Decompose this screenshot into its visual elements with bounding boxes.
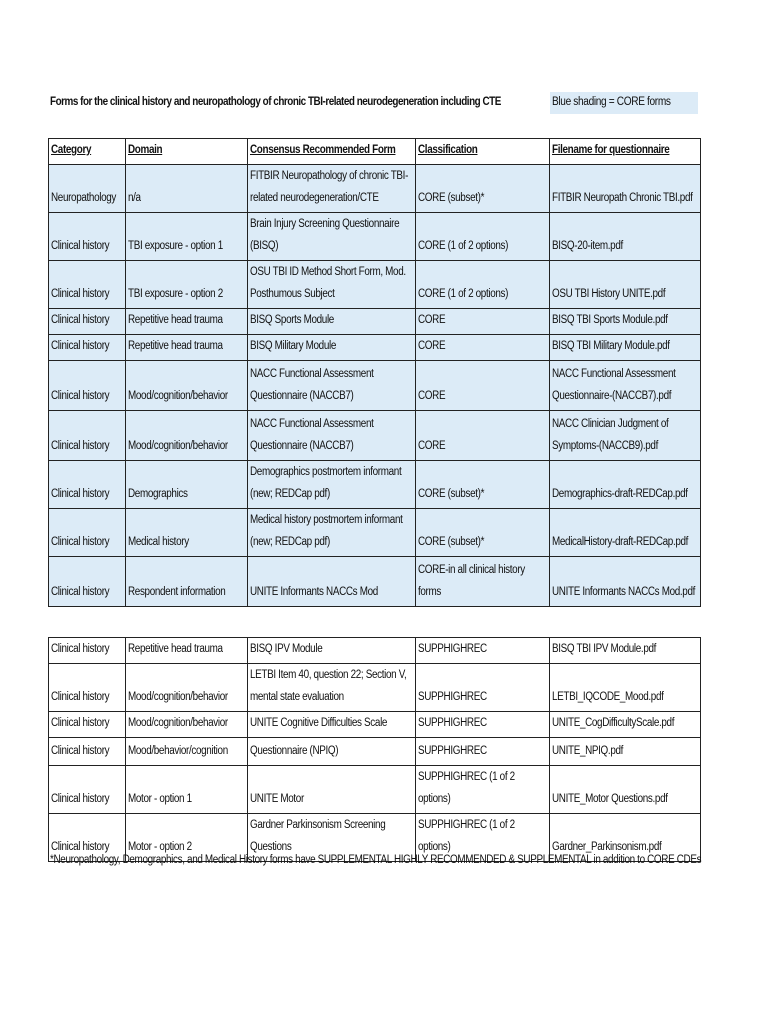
- filename-text: BISQ TBI Sports Module.pdf: [552, 314, 668, 326]
- domain-cell: [126, 309, 248, 335]
- classification-text: CORE (1 of 2 options): [418, 288, 509, 300]
- classification-cell: [416, 165, 550, 213]
- category-text: Clinical history: [51, 586, 110, 598]
- filename-text: UNITE_Motor Questions.pdf: [552, 793, 668, 805]
- form-cell: [248, 712, 416, 738]
- domain-text: Repetitive head trauma: [128, 340, 223, 352]
- domain-text: Mood/behavior/cognition: [128, 745, 228, 757]
- classification-cell: [416, 738, 550, 766]
- domain-cell: [126, 165, 248, 213]
- filename-text: UNITE_NPIQ.pdf: [552, 745, 624, 757]
- form-cell: [248, 411, 416, 461]
- domain-text: Demographics: [128, 488, 188, 500]
- classification-cell: [416, 361, 550, 411]
- filename-cell: [550, 664, 701, 712]
- category-text: Clinical history: [51, 314, 110, 326]
- filename-cell: [550, 509, 701, 557]
- classification-text: SUPPHIGHREC: [418, 717, 487, 729]
- filename-text: Demographics-draft-REDCap.pdf: [552, 488, 688, 500]
- legend-text: Blue shading = CORE forms: [552, 96, 671, 108]
- filename-cell: [550, 738, 701, 766]
- form-text: FITBIR Neuropathology of chronic TBI-related neurodegeneration/CTE: [250, 170, 409, 204]
- category-cell: [49, 712, 126, 738]
- domain-cell: [126, 361, 248, 411]
- form-text: OSU TBI ID Method Short Form, Mod. Posthumous Subject: [250, 266, 406, 300]
- domain-text: Medical history: [128, 536, 189, 548]
- domain-cell: [126, 139, 248, 165]
- category-cell: [49, 738, 126, 766]
- category-cell: [49, 509, 126, 557]
- category-text: Clinical history: [51, 440, 110, 452]
- filename-text: FITBIR Neuropath Chronic TBI.pdf: [552, 192, 693, 204]
- filename-text: Gardner_Parkinsonism.pdf: [552, 841, 662, 853]
- core-forms-table: [48, 138, 701, 607]
- form-cell: [248, 261, 416, 309]
- classification-text: CORE (subset)*: [418, 192, 485, 204]
- category-text: Clinical history: [51, 288, 110, 300]
- form-text: BISQ Military Module: [250, 340, 337, 352]
- form-text: BISQ IPV Module: [250, 643, 323, 655]
- category-cell: [49, 664, 126, 712]
- classification-cell: [416, 557, 550, 607]
- filename-cell: [550, 309, 701, 335]
- category-cell: [49, 309, 126, 335]
- form-text: Consensus Recommended Form: [250, 144, 396, 156]
- form-cell: [248, 213, 416, 261]
- table-row: [49, 557, 701, 607]
- table-row: [49, 638, 701, 664]
- domain-text: TBI exposure - option 1: [128, 240, 223, 252]
- domain-cell: [126, 638, 248, 664]
- domain-text: Motor - option 1: [128, 793, 192, 805]
- classification-cell: [416, 712, 550, 738]
- supplemental-forms-table: [48, 637, 701, 862]
- domain-text: Mood/cognition/behavior: [128, 390, 228, 402]
- category-cell: [49, 766, 126, 814]
- table-row: [49, 461, 701, 509]
- category-text: Clinical history: [51, 793, 110, 805]
- category-text: Clinical history: [51, 643, 110, 655]
- form-cell: [248, 461, 416, 509]
- category-cell: [49, 557, 126, 607]
- classification-cell: [416, 509, 550, 557]
- domain-cell: [126, 335, 248, 361]
- classification-text: CORE (subset)*: [418, 488, 485, 500]
- filename-text: UNITE Informants NACCs Mod.pdf: [552, 586, 696, 598]
- form-cell: [248, 309, 416, 335]
- classification-cell: [416, 411, 550, 461]
- filename-text: NACC Functional Assessment Questionnaire-(NACCB7).pdf: [552, 368, 676, 402]
- category-cell: [49, 361, 126, 411]
- table-row: [49, 213, 701, 261]
- filename-cell: [550, 638, 701, 664]
- classification-text: SUPPHIGHREC (1 of 2 options): [418, 771, 515, 805]
- form-cell: [248, 361, 416, 411]
- filename-cell: [550, 411, 701, 461]
- table-row: [49, 335, 701, 361]
- domain-cell: [126, 509, 248, 557]
- category-text: Clinical history: [51, 841, 110, 853]
- domain-text: Domain: [128, 144, 163, 156]
- category-cell: [49, 165, 126, 213]
- form-cell: [248, 165, 416, 213]
- shading-legend: [550, 92, 698, 114]
- classification-text: SUPPHIGHREC: [418, 643, 487, 655]
- classification-text: SUPPHIGHREC: [418, 691, 487, 703]
- table-row: [49, 766, 701, 814]
- domain-cell: [126, 557, 248, 607]
- classification-text: CORE: [418, 440, 446, 452]
- classification-cell: [416, 766, 550, 814]
- form-text: NACC Functional Assessment Questionnaire (NACCB7): [250, 368, 374, 402]
- filename-cell: [550, 165, 701, 213]
- domain-cell: [126, 664, 248, 712]
- filename-cell: [550, 361, 701, 411]
- table-row: [49, 712, 701, 738]
- classification-cell: [416, 638, 550, 664]
- classification-text: CORE: [418, 390, 446, 402]
- filename-cell: [550, 139, 701, 165]
- filename-text: OSU TBI History UNITE.pdf: [552, 288, 666, 300]
- filename-text: BISQ-20-item.pdf: [552, 240, 623, 252]
- classification-text: CORE-in all clinical history forms: [418, 564, 525, 598]
- filename-text: LETBI_IQCODE_Mood.pdf: [552, 691, 664, 703]
- form-text: UNITE Cognitive Difficulties Scale: [250, 717, 388, 729]
- category-text: Clinical history: [51, 691, 110, 703]
- filename-cell: [550, 712, 701, 738]
- classification-text: SUPPHIGHREC (1 of 2 options): [418, 819, 515, 853]
- table-row: [49, 738, 701, 766]
- domain-text: Repetitive head trauma: [128, 643, 223, 655]
- category-text: Clinical history: [51, 340, 110, 352]
- category-text: Clinical history: [51, 488, 110, 500]
- table-row: [49, 664, 701, 712]
- form-text: Demographics postmortem informant (new; REDCap pdf): [250, 466, 402, 500]
- domain-cell: [126, 712, 248, 738]
- classification-text: CORE (subset)*: [418, 536, 485, 548]
- category-text: Neuropathology: [51, 192, 117, 204]
- filename-cell: [550, 766, 701, 814]
- table-header-row: [49, 139, 701, 165]
- form-cell: [248, 766, 416, 814]
- form-text: BISQ Sports Module: [250, 314, 334, 326]
- filename-text: Filename for questionnaire: [552, 144, 670, 156]
- table-row: [49, 309, 701, 335]
- filename-text: BISQ TBI IPV Module.pdf: [552, 643, 657, 655]
- domain-cell: [126, 261, 248, 309]
- domain-text: Respondent information: [128, 586, 226, 598]
- domain-text: Mood/cognition/behavior: [128, 717, 228, 729]
- filename-cell: [550, 261, 701, 309]
- filename-cell: [550, 461, 701, 509]
- table-row: [49, 509, 701, 557]
- classification-text: CORE (1 of 2 options): [418, 240, 509, 252]
- domain-cell: [126, 213, 248, 261]
- category-text: Clinical history: [51, 745, 110, 757]
- classification-cell: [416, 139, 550, 165]
- category-cell: [49, 335, 126, 361]
- classification-cell: [416, 261, 550, 309]
- category-cell: [49, 411, 126, 461]
- filename-cell: [550, 557, 701, 607]
- classification-text: CORE: [418, 340, 446, 352]
- domain-cell: [126, 766, 248, 814]
- filename-cell: [550, 213, 701, 261]
- page-title: Forms for the clinical history and neuropathology of chronic TBI-related neurodegeneration including CTE: [50, 96, 501, 108]
- category-text: Clinical history: [51, 390, 110, 402]
- classification-cell: [416, 664, 550, 712]
- classification-text: SUPPHIGHREC: [418, 745, 487, 757]
- domain-text: Repetitive head trauma: [128, 314, 223, 326]
- category-text: Category: [51, 144, 92, 156]
- category-cell: [49, 261, 126, 309]
- form-cell: [248, 335, 416, 361]
- table-row: [49, 361, 701, 411]
- footnote: *Neuropathology, Demographics, and Medical History forms have SUPPLEMENTAL HIGHLY RECOMMENDED & SUPPLEMENTAL in addition to CORE CDEs: [50, 854, 702, 866]
- classification-text: CORE: [418, 314, 446, 326]
- form-text: Questionnaire (NPIQ): [250, 745, 339, 757]
- filename-text: NACC Clinician Judgment of Symptoms-(NACCB9).pdf: [552, 418, 669, 452]
- form-text: NACC Functional Assessment Questionnaire (NACCB7): [250, 418, 374, 452]
- domain-cell: [126, 461, 248, 509]
- form-text: Brain Injury Screening Questionnaire (BISQ): [250, 218, 400, 252]
- category-text: Clinical history: [51, 536, 110, 548]
- category-text: Clinical history: [51, 240, 110, 252]
- domain-text: Mood/cognition/behavior: [128, 440, 228, 452]
- domain-text: Motor - option 2: [128, 841, 192, 853]
- table-row: [49, 165, 701, 213]
- classification-cell: [416, 461, 550, 509]
- form-cell: [248, 557, 416, 607]
- classification-text: Classification: [418, 144, 478, 156]
- category-cell: [49, 213, 126, 261]
- table-row: [49, 261, 701, 309]
- form-cell: [248, 738, 416, 766]
- domain-text: TBI exposure - option 2: [128, 288, 223, 300]
- form-text: Medical history postmortem informant (new; REDCap pdf): [250, 514, 403, 548]
- form-text: LETBI Item 40, question 22; Section V, mental state evaluation: [250, 669, 407, 703]
- table-row: [49, 411, 701, 461]
- category-text: Clinical history: [51, 717, 110, 729]
- form-text: UNITE Motor: [250, 793, 304, 805]
- classification-cell: [416, 213, 550, 261]
- form-cell: [248, 509, 416, 557]
- domain-text: n/a: [128, 192, 141, 204]
- category-cell: [49, 139, 126, 165]
- form-cell: [248, 139, 416, 165]
- filename-text: MedicalHistory-draft-REDCap.pdf: [552, 536, 689, 548]
- category-cell: [49, 461, 126, 509]
- domain-cell: [126, 411, 248, 461]
- form-text: Gardner Parkinsonism Screening Questions: [250, 819, 386, 853]
- domain-cell: [126, 738, 248, 766]
- domain-text: Mood/cognition/behavior: [128, 691, 228, 703]
- form-text: UNITE Informants NACCs Mod: [250, 586, 378, 598]
- form-cell: [248, 638, 416, 664]
- category-cell: [49, 638, 126, 664]
- classification-cell: [416, 335, 550, 361]
- filename-text: BISQ TBI Military Module.pdf: [552, 340, 670, 352]
- filename-text: UNITE_CogDifficultyScale.pdf: [552, 717, 675, 729]
- classification-cell: [416, 309, 550, 335]
- filename-cell: [550, 335, 701, 361]
- form-cell: [248, 664, 416, 712]
